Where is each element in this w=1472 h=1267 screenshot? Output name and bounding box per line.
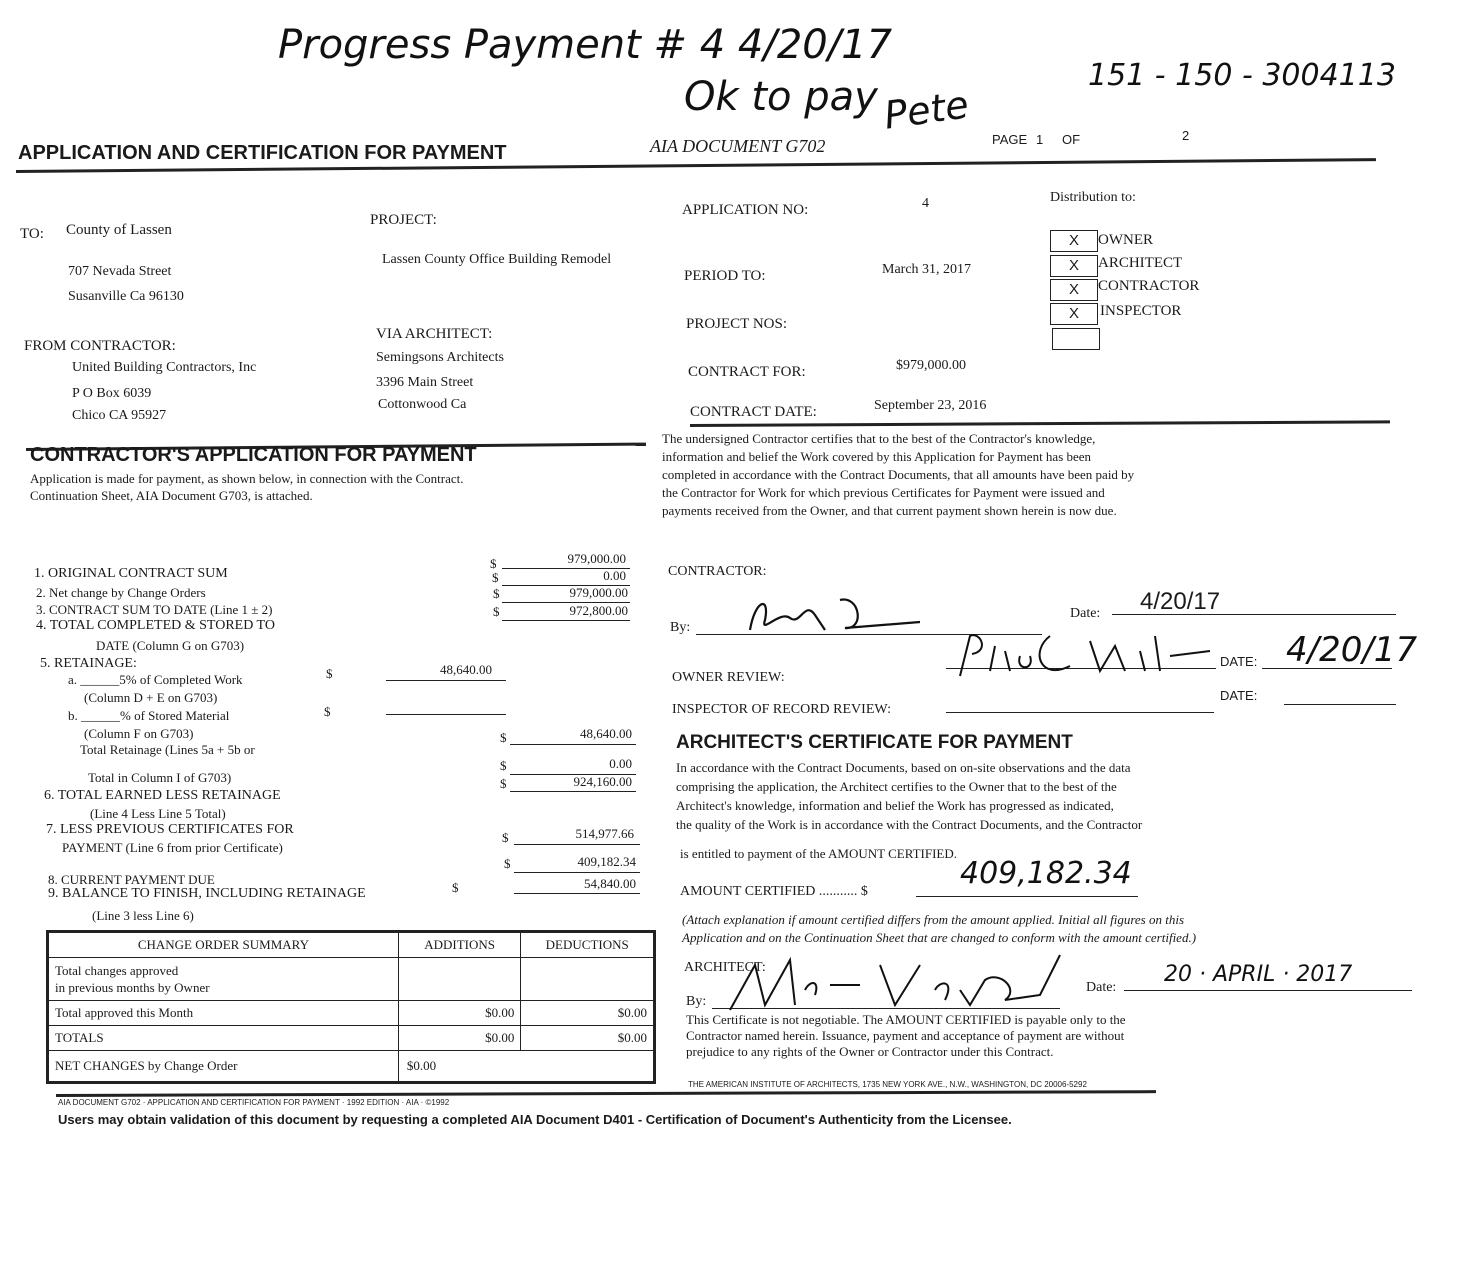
dollar-sign: $ bbox=[324, 704, 331, 719]
less-previous-certificates: 514,977.66 bbox=[575, 826, 634, 841]
dollar-sign: $ bbox=[490, 556, 497, 571]
certificate-note-1: This Certificate is not negotiable. The AMOUNT CERTIFIED is payable only to the bbox=[686, 1012, 1126, 1027]
contractor-label: CONTRACTOR: bbox=[668, 564, 767, 579]
contract-date-label: CONTRACT DATE: bbox=[690, 404, 817, 420]
table-row bbox=[48, 1051, 655, 1083]
table-row bbox=[48, 958, 655, 1001]
architect-certificate-title: ARCHITECT'S CERTIFICATE FOR PAYMENT bbox=[676, 732, 1073, 753]
architect-date-label: Date: bbox=[1086, 980, 1117, 995]
total-retainage: 48,640.00 bbox=[580, 726, 632, 741]
table-cell: Total approved this Month bbox=[48, 1001, 399, 1026]
retainage-completed-work: 48,640.00 bbox=[440, 662, 492, 677]
certification-line: payments received from the Owner, and that current payment shown herein is now due. bbox=[662, 503, 1117, 518]
from-street: P O Box 6039 bbox=[72, 386, 152, 401]
line-7-label: 7. LESS PREVIOUS CERTIFICATES FOR bbox=[46, 822, 294, 837]
aia-document-number: AIA DOCUMENT G702 bbox=[650, 136, 826, 156]
footer-left: AIA DOCUMENT G702 · APPLICATION AND CERTIFICATION FOR PAYMENT · 1992 EDITION · AIA · ©1992 bbox=[58, 1098, 450, 1107]
from-name: United Building Contractors, Inc bbox=[72, 360, 257, 375]
architect-text-line: Architect's knowledge, information and belief the Work has progressed as indicated, bbox=[676, 798, 1114, 813]
inspector-signature-line bbox=[946, 712, 1214, 713]
certificate-note-2: Contractor named herein. Issuance, payment and acceptance of payment are without bbox=[686, 1028, 1125, 1043]
distribution-contractor-label: CONTRACTOR bbox=[1098, 278, 1200, 294]
to-name: County of Lassen bbox=[66, 222, 172, 238]
line-7-label-2: PAYMENT (Line 6 from prior Certificate) bbox=[62, 840, 283, 855]
certification-line: completed in accordance with the Contract Documents, that all amounts have been paid by bbox=[662, 467, 1135, 482]
line-6-label: 6. TOTAL EARNED LESS RETAINAGE bbox=[44, 788, 281, 803]
page-number: 1 bbox=[1036, 132, 1044, 147]
dollar-sign: $ bbox=[500, 776, 507, 791]
original-contract-sum: 979,000.00 bbox=[567, 551, 626, 566]
table-header: DEDUCTIONS bbox=[521, 932, 655, 958]
dollar-sign: $ bbox=[326, 666, 333, 681]
line-2-label: 2. Net change by Change Orders bbox=[36, 585, 206, 600]
certification-line: The undersigned Contractor certifies that to the best of the Contractor's knowledge, bbox=[662, 431, 1096, 446]
owner-date: 4/20/17 bbox=[1286, 630, 1418, 670]
table-header: ADDITIONS bbox=[398, 932, 521, 958]
net-change-orders: 0.00 bbox=[603, 568, 626, 583]
architect-date: 20 · APRIL · 2017 bbox=[1164, 962, 1353, 987]
certificate-note-3: prejudice to any rights of the Owner or Contractor under this Contract. bbox=[686, 1044, 1054, 1059]
from-label: FROM CONTRACTOR: bbox=[24, 338, 176, 354]
via-name: Semingsons Architects bbox=[376, 350, 504, 365]
table-cell: TOTALS bbox=[48, 1026, 399, 1051]
footer-right: THE AMERICAN INSTITUTE OF ARCHITECTS, 1735 NEW YORK AVE., N.W., WASHINGTON, DC 20006-5292 bbox=[688, 1080, 1087, 1089]
distribution-owner-label: OWNER bbox=[1098, 232, 1153, 248]
table-cell bbox=[398, 958, 521, 1001]
document-title: APPLICATION AND CERTIFICATION FOR PAYMENT bbox=[18, 142, 507, 164]
line-3-label: 3. CONTRACT SUM TO DATE (Line 1 ± 2) bbox=[36, 602, 273, 617]
distribution-owner-checkbox[interactable]: X bbox=[1050, 230, 1098, 252]
architect-label: ARCHITECT: bbox=[684, 960, 766, 975]
application-no: 4 bbox=[922, 196, 929, 211]
line-4-label-2: DATE (Column G on G703) bbox=[96, 638, 245, 653]
certification-line: information and belief the Work covered by this Application for Payment has been bbox=[662, 449, 1092, 464]
footer-rule bbox=[56, 1090, 1156, 1097]
balance-to-finish: 54,840.00 bbox=[584, 876, 636, 891]
dollar-sign: $ bbox=[492, 570, 499, 585]
architect-by-label: By: bbox=[686, 994, 707, 1009]
handwritten-account-number: 151 - 150 - 3004113 bbox=[1088, 58, 1396, 93]
table-row bbox=[48, 932, 655, 958]
certification-line: the Contractor for Work for which previous Certificates for Payment were issued and bbox=[662, 485, 1105, 500]
handwritten-ok-to-pay: Ok to pay bbox=[684, 74, 878, 120]
value-underline bbox=[514, 872, 640, 873]
change-order-summary-table bbox=[46, 930, 656, 1084]
line-5b-label: b. ______% of Stored Material bbox=[68, 708, 230, 723]
contract-for: $979,000.00 bbox=[896, 358, 966, 373]
line-1-label: 1. ORIGINAL CONTRACT SUM bbox=[34, 566, 228, 581]
table-cell bbox=[521, 958, 655, 1001]
contractor-application-title: CONTRACTOR'S APPLICATION FOR PAYMENT bbox=[30, 444, 477, 466]
to-city: Susanville Ca 96130 bbox=[68, 289, 184, 304]
footer-validation: Users may obtain validation of this document by requesting a completed AIA Document D401 - Certification of Document's Authenticity from the Licensee. bbox=[58, 1112, 1012, 1127]
distribution-contractor-checkbox[interactable]: X bbox=[1050, 279, 1098, 301]
contract-for-label: CONTRACT FOR: bbox=[688, 364, 806, 380]
dollar-sign: $ bbox=[452, 880, 459, 895]
dollar-sign: $ bbox=[502, 830, 509, 845]
distribution-label: Distribution to: bbox=[1050, 190, 1136, 205]
line-8-label: 8. CURRENT PAYMENT DUE bbox=[48, 872, 215, 887]
attach-explanation-1: (Attach explanation if amount certified differs from the amount applied. Initial all figures on this bbox=[682, 912, 1185, 927]
period-to: March 31, 2017 bbox=[882, 262, 972, 277]
architect-text-line: the quality of the Work is in accordance with the Contract Documents, and the Contractor bbox=[676, 817, 1143, 832]
architect-date-line bbox=[1124, 990, 1412, 991]
table-row bbox=[48, 1001, 655, 1026]
value-underline bbox=[514, 844, 640, 845]
value-underline bbox=[514, 893, 640, 894]
line-6-label-2: (Line 4 Less Line 5 Total) bbox=[90, 806, 226, 821]
inspector-review-label: INSPECTOR OF RECORD REVIEW: bbox=[672, 702, 891, 717]
page-total: 2 bbox=[1182, 128, 1190, 143]
line-4-label: 4. TOTAL COMPLETED & STORED TO bbox=[36, 618, 275, 633]
row-label: in previous months by Owner bbox=[55, 980, 210, 995]
via-label: VIA ARCHITECT: bbox=[376, 326, 493, 342]
distribution-inspector-checkbox[interactable]: X bbox=[1050, 303, 1098, 325]
total-completed-stored: 972,800.00 bbox=[569, 603, 628, 618]
table-cell: $0.00 bbox=[398, 1051, 654, 1083]
line-5-label: 5. RETAINAGE: bbox=[40, 656, 137, 671]
line-5a-label-2: (Column D + E on G703) bbox=[84, 690, 218, 705]
by-label: By: bbox=[670, 620, 691, 635]
value-underline bbox=[502, 620, 630, 621]
table-header: CHANGE ORDER SUMMARY bbox=[48, 932, 399, 958]
via-street: 3396 Main Street bbox=[376, 375, 474, 390]
table-cell: NET CHANGES by Change Order bbox=[48, 1051, 399, 1083]
project-nos-label: PROJECT NOS: bbox=[686, 316, 788, 332]
of-label: OF bbox=[1062, 132, 1081, 147]
dollar-sign: $ bbox=[493, 586, 500, 601]
value-underline bbox=[510, 791, 636, 792]
via-city: Cottonwood Ca bbox=[378, 397, 467, 412]
dollar-sign: $ bbox=[493, 604, 500, 619]
contractor-application-intro-1: Application is made for payment, as shown below, in connection with the Contract. bbox=[30, 471, 464, 486]
distribution-architect-label: ARCHITECT bbox=[1098, 255, 1183, 271]
owner-review-label: OWNER REVIEW: bbox=[672, 670, 785, 685]
line-5-total-label-2: Total in Column I of G703) bbox=[88, 770, 232, 785]
page-label: PAGE bbox=[992, 132, 1028, 147]
distribution-architect-checkbox[interactable]: X bbox=[1050, 255, 1098, 277]
retainage-column-i: 0.00 bbox=[609, 756, 632, 771]
dollar-sign: $ bbox=[504, 856, 511, 871]
distribution-inspector-label: INSPECTOR bbox=[1100, 303, 1182, 319]
from-city: Chico CA 95927 bbox=[72, 408, 167, 423]
owner-signature bbox=[950, 626, 1220, 686]
period-to-label: PERIOD TO: bbox=[684, 268, 766, 284]
amount-certified-label: AMOUNT CERTIFIED ........... $ bbox=[680, 884, 868, 899]
table-cell: $0.00 bbox=[398, 1001, 521, 1026]
dollar-sign: $ bbox=[500, 730, 507, 745]
value-underline bbox=[510, 744, 636, 745]
row-label: Total changes approved bbox=[55, 963, 179, 978]
entitled-text: is entitled to payment of the AMOUNT CERTIFIED. bbox=[680, 846, 958, 861]
contractor-date: 4/20/17 bbox=[1140, 588, 1221, 615]
contractor-signature bbox=[730, 590, 930, 640]
line-9-label: 9. BALANCE TO FINISH, INCLUDING RETAINAGE bbox=[48, 886, 366, 901]
inspector-date-label: DATE: bbox=[1220, 688, 1258, 703]
contract-date: September 23, 2016 bbox=[874, 398, 987, 413]
inspector-date-line bbox=[1284, 704, 1396, 705]
architect-signature bbox=[720, 950, 1080, 1020]
table-cell bbox=[48, 958, 399, 1001]
current-payment-due: 409,182.34 bbox=[577, 854, 636, 869]
architect-certificate-text bbox=[676, 758, 1142, 834]
dollar-sign: $ bbox=[500, 758, 507, 773]
contract-sum-to-date: 979,000.00 bbox=[569, 585, 628, 600]
total-earned-less-retainage: 924,160.00 bbox=[573, 774, 632, 789]
table-cell: $0.00 bbox=[521, 1026, 655, 1051]
attach-explanation-2: Application and on the Continuation Sheet that are changed to conform with the amount certified.) bbox=[682, 930, 1197, 945]
table-row bbox=[48, 1026, 655, 1051]
value-underline bbox=[386, 714, 506, 715]
amount-certified: 409,182.34 bbox=[960, 856, 1132, 891]
architect-text-line: comprising the application, the Architect certifies to the Owner that to the best of the bbox=[676, 779, 1117, 794]
to-label: TO: bbox=[20, 226, 44, 242]
project-label: PROJECT: bbox=[370, 212, 437, 228]
distribution-blank-checkbox[interactable] bbox=[1052, 328, 1100, 350]
architect-text-line: In accordance with the Contract Documents, based on on-site observations and the data bbox=[676, 760, 1131, 775]
line-9-label-2: (Line 3 less Line 6) bbox=[92, 908, 194, 923]
section-rule-right bbox=[690, 420, 1390, 427]
value-underline bbox=[386, 680, 506, 681]
contractor-date-label: Date: bbox=[1070, 606, 1101, 621]
handwritten-name: Pete bbox=[881, 82, 972, 138]
line-5a-label: a. ______5% of Completed Work bbox=[68, 672, 243, 687]
line-5-total-label: Total Retainage (Lines 5a + 5b or bbox=[80, 742, 255, 757]
amount-certified-line bbox=[916, 896, 1138, 897]
to-street: 707 Nevada Street bbox=[68, 264, 172, 279]
project-name: Lassen County Office Building Remodel bbox=[382, 252, 612, 267]
application-no-label: APPLICATION NO: bbox=[682, 202, 809, 218]
handwritten-progress-note: Progress Payment # 4 4/20/17 bbox=[278, 22, 893, 68]
table-cell: $0.00 bbox=[398, 1026, 521, 1051]
contractor-application-intro-2: Continuation Sheet, AIA Document G703, is attached. bbox=[30, 488, 313, 503]
certification-text bbox=[662, 430, 1134, 520]
line-5b-label-2: (Column F on G703) bbox=[84, 726, 194, 741]
table-cell: $0.00 bbox=[521, 1001, 655, 1026]
owner-date-label: DATE: bbox=[1220, 654, 1258, 669]
